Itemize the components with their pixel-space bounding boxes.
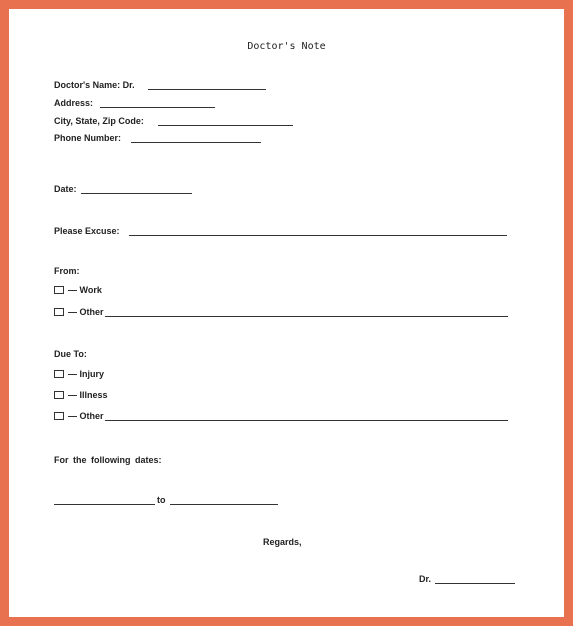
start-date-field[interactable] <box>54 504 155 505</box>
city-state-zip-field[interactable] <box>158 125 293 126</box>
due-to-label: Due To: <box>54 349 87 359</box>
address-label: Address: <box>54 98 94 108</box>
illness-label: Illness <box>79 390 108 400</box>
address-field[interactable] <box>100 107 215 108</box>
following-dates-row <box>54 455 254 466</box>
option-prefix: — <box>68 390 80 400</box>
signature-row <box>419 574 519 585</box>
doctor-name-label: Doctor's Name: Dr. <box>54 80 135 90</box>
signature-label: Dr. <box>419 574 432 584</box>
regards-text: Regards, <box>263 537 302 547</box>
due-to-option-injury <box>54 369 154 380</box>
document-page <box>9 9 564 617</box>
city-state-zip-label: City, State, Zip Code: <box>54 116 144 126</box>
document-title: Doctor's Note <box>247 41 326 52</box>
date-label: Date: <box>54 184 77 194</box>
option-prefix: — <box>68 411 80 421</box>
from-label: From: <box>54 266 80 276</box>
due-to-option-other <box>54 411 514 422</box>
due-to-other-checkbox[interactable] <box>54 412 64 420</box>
due-to-option-illness <box>54 390 154 401</box>
due-to-other-field[interactable] <box>105 420 508 421</box>
from-other-checkbox[interactable] <box>54 308 64 316</box>
excuse-label: Please Excuse: <box>54 226 120 236</box>
date-range-row <box>54 495 294 506</box>
option-prefix: — <box>68 307 80 317</box>
injury-label: Injury <box>79 369 105 379</box>
doctor-name-field[interactable] <box>148 89 266 90</box>
from-other-label: Other <box>79 307 104 317</box>
date-field[interactable] <box>81 193 192 194</box>
option-prefix: — <box>68 285 80 295</box>
signature-field[interactable] <box>435 583 515 584</box>
date-row <box>54 184 214 195</box>
city-state-zip-row <box>54 116 314 127</box>
illness-checkbox[interactable] <box>54 391 64 399</box>
excuse-row <box>54 226 514 237</box>
phone-field[interactable] <box>131 142 261 143</box>
from-option-work <box>54 285 154 296</box>
option-prefix: — <box>68 369 80 379</box>
to-label: to <box>157 495 166 505</box>
work-label: Work <box>79 285 102 295</box>
from-option-other <box>54 307 514 318</box>
injury-checkbox[interactable] <box>54 370 64 378</box>
work-checkbox[interactable] <box>54 286 64 294</box>
excuse-field[interactable] <box>129 235 507 236</box>
from-other-field[interactable] <box>105 316 508 317</box>
address-row <box>54 98 284 109</box>
due-to-other-label: Other <box>79 411 104 421</box>
phone-row <box>54 133 284 144</box>
end-date-field[interactable] <box>170 504 278 505</box>
from-section-label <box>54 266 154 277</box>
due-to-section-label <box>54 349 154 360</box>
following-dates-label: For the following dates: <box>54 455 162 465</box>
doctor-name-row <box>54 80 284 91</box>
phone-label: Phone Number: <box>54 133 122 143</box>
